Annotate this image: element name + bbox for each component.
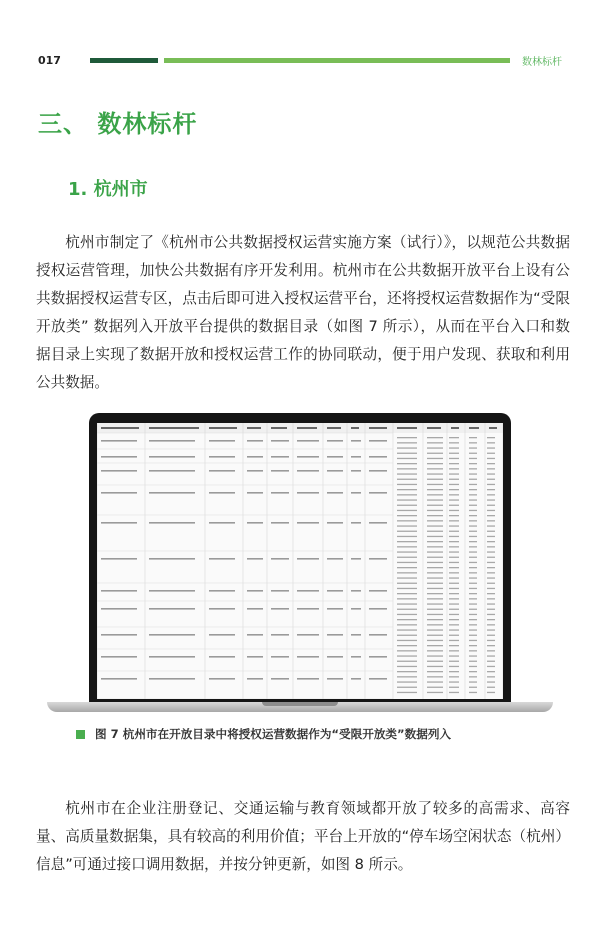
section-heading: 三、 数林标杆 [38,110,198,138]
paragraph-2: 杭州市在企业注册登记、交通运输与教育领域都开放了较多的高需求、高容量、高质量数据集，具有较高的利用价值；平台上开放的“停车场空闲状态（杭州）信息”可通过接口调用数据，并按分钟更新，如图 8 所示。 [36,799,570,873]
laptop-screen [97,423,503,699]
figure-caption [76,726,451,742]
subheading: 1. 杭州市 [68,179,148,200]
laptop-notch [262,702,338,706]
caption-text: 图 7 杭州市在开放目录中将授权运营数据作为“受限开放类”数据列入 [95,727,452,741]
data-catalog-table-image [97,423,503,699]
paragraph-1: 杭州市制定了《杭州市公共数据授权运营实施方案（试行）》，以规范公共数据授权运营管理，加快公共数据有序开发利用。杭州市在公共数据开放平台上设有公共数据授权运营专区，点击后即可进入授权运营平台，还将授权运营数据作为“受限开放类” 数据列入开放平台提供的数据目录（如图 7 所示），从而在平台入口和数据目录上实现了数据开放和授权运营工作的协同联动，便于用户发现、获取和利用公共数据。 [36,233,570,391]
section-tag: 数林标杆 [522,57,562,68]
figure-laptop [47,413,553,715]
caption-marker [76,730,85,739]
header-bar-dark [90,58,158,63]
laptop-bezel [89,413,511,705]
header-bar-green [164,58,510,63]
page-number: 017 [38,54,61,67]
